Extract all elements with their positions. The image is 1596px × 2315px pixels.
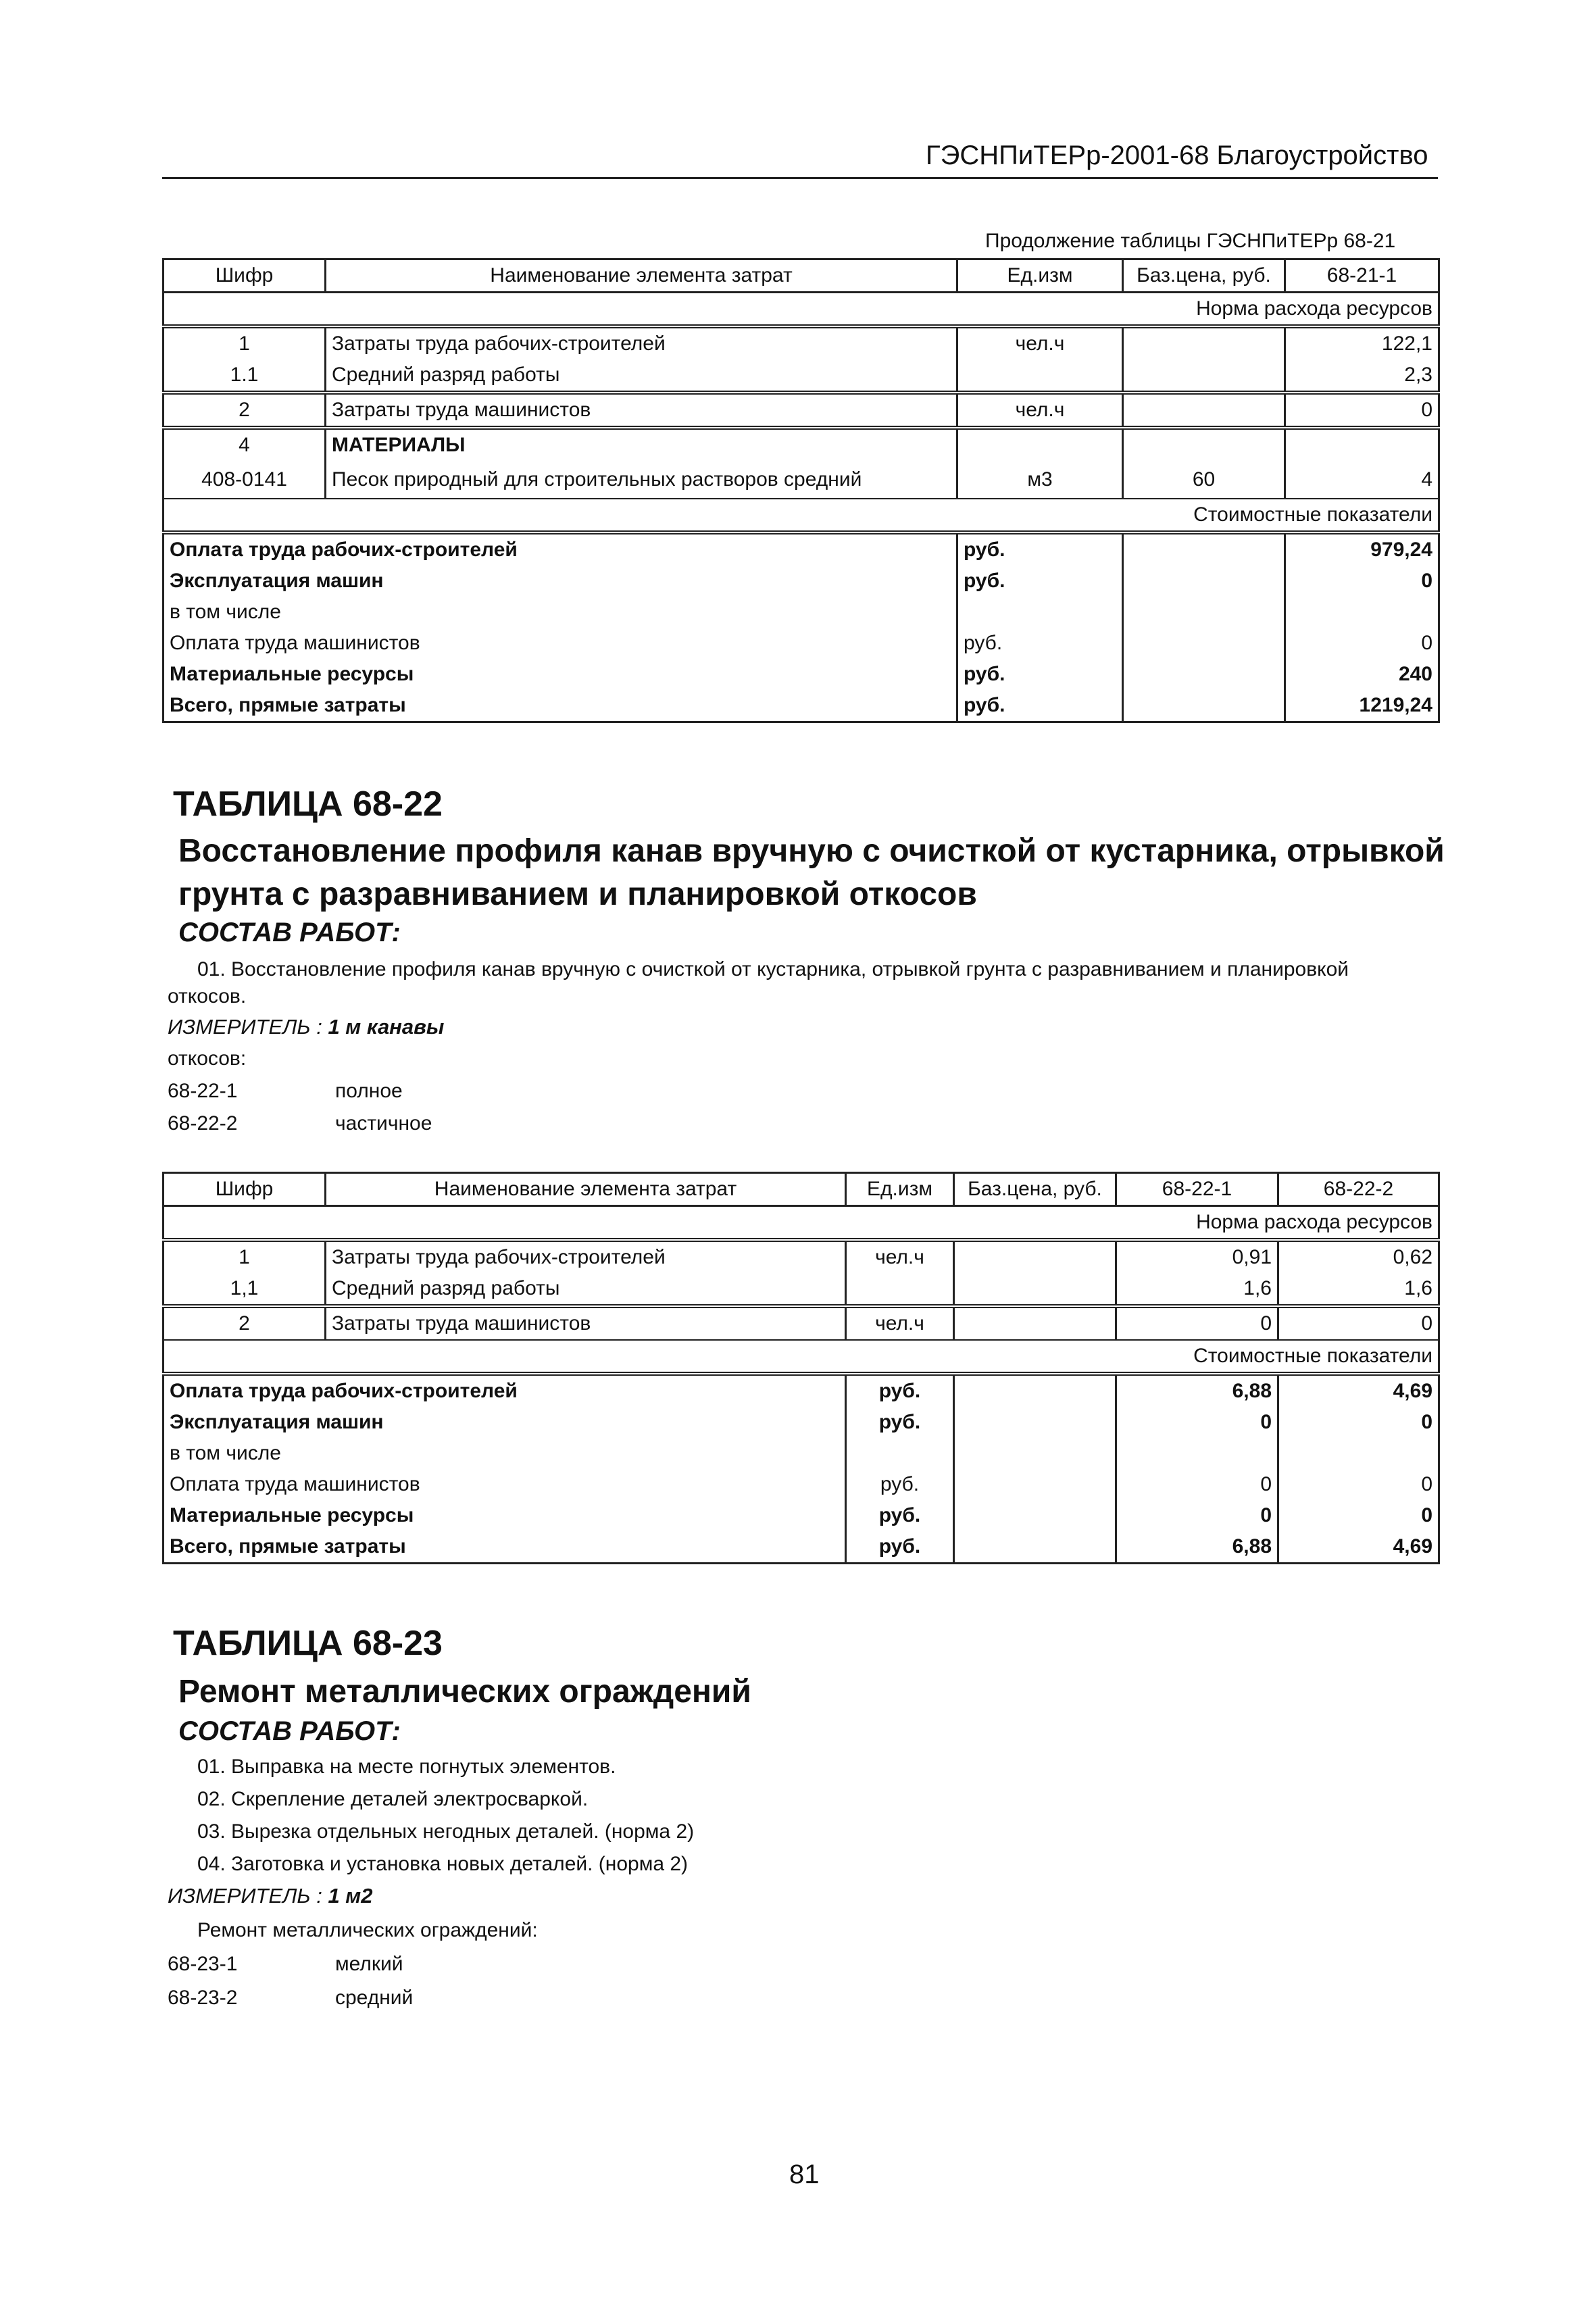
section-subtitle-line2: грунта с разравниванием и планировкой откосов — [178, 876, 977, 912]
table-continuation-caption: Продолжение таблицы ГЭСНПиТЕРр 68-21 — [985, 230, 1396, 252]
table-row: 408-0141 Песок природный для строительных растворов средний м3 60 4 — [164, 461, 1439, 499]
variant-code: 68-22-1 — [168, 1080, 238, 1102]
cost-row: Эксплуатация машин руб. 0 0 — [164, 1407, 1439, 1438]
section-title-68-23: ТАБЛИЦА 68-23 — [173, 1624, 443, 1663]
variant-desc: мелкий — [335, 1953, 403, 1975]
variant-code: 68-23-1 — [168, 1953, 238, 1975]
cost-row: Оплата труда машинистов руб. 0 0 — [164, 1469, 1439, 1500]
col-header-code-68-22-2: 68-22-2 — [1278, 1173, 1439, 1206]
col-header-price: Баз.цена, руб. — [954, 1173, 1116, 1206]
col-header-name: Наименование элемента затрат — [326, 259, 957, 293]
col-header-price: Баз.цена, руб. — [1123, 259, 1285, 293]
work-item-continued: откосов. — [168, 985, 247, 1007]
work-composition-heading: СОСТАВ РАБОТ: — [178, 1716, 401, 1746]
col-header-code-68-22-1: 68-22-1 — [1116, 1173, 1278, 1206]
norm-label: Норма расхода ресурсов — [326, 293, 1439, 327]
variant-code: 68-22-2 — [168, 1112, 238, 1135]
cost-row: Материальные ресурсы руб. 0 0 — [164, 1500, 1439, 1531]
col-header-code-68-21-1: 68-21-1 — [1285, 259, 1439, 293]
cost-label-row — [164, 499, 1439, 532]
work-item: 01. Восстановление профиля канав вручную с очисткой от кустарника, отрывкой грунта с разравниванием и планировкой — [197, 958, 1349, 980]
norm-label-row — [164, 293, 1439, 327]
work-composition-heading: СОСТАВ РАБОТ: — [178, 918, 401, 947]
col-header-code: Шифр — [164, 259, 326, 293]
page-number: 81 — [789, 2160, 820, 2189]
cost-row: Всего, прямые затраты руб. 6,88 4,69 — [164, 1531, 1439, 1564]
table-row: 4 МАТЕРИАЛЫ — [164, 428, 1439, 461]
table-row: 1 Затраты труда рабочих-строителей чел.ч 122,1 — [164, 326, 1439, 359]
table-header-row — [164, 259, 1439, 293]
work-item: 04. Заготовка и установка новых деталей. (норма 2) — [197, 1853, 689, 1875]
cost-label: Стоимостные показатели — [164, 1340, 1439, 1374]
cost-row: Оплата труда машинистов руб. 0 — [164, 628, 1439, 659]
variant-desc: полное — [335, 1080, 403, 1102]
cost-label: Стоимостные показатели — [164, 499, 1439, 532]
measure-unit: ИЗМЕРИТЕЛЬ : 1 м канавы — [168, 1015, 445, 1039]
section-title-68-22: ТАБЛИЦА 68-22 — [173, 785, 443, 824]
work-item: 03. Вырезка отдельных негодных деталей. (норма 2) — [197, 1820, 695, 1843]
variants-label: откосов: — [168, 1047, 247, 1070]
cost-row: в том числе — [164, 597, 1439, 628]
table-68-22 — [162, 1172, 1440, 1564]
col-header-code: Шифр — [164, 1173, 326, 1206]
table-row: 2 Затраты труда машинистов чел.ч 0 0 — [164, 1306, 1439, 1340]
col-header-unit: Ед.изм — [957, 259, 1123, 293]
header-rule — [162, 177, 1438, 179]
cost-row: Материальные ресурсы руб. 240 — [164, 659, 1439, 690]
work-item: 02. Скрепление деталей электросваркой. — [197, 1788, 589, 1810]
table-row: 1 Затраты труда рабочих-строителей чел.ч 0,91 0,62 — [164, 1240, 1439, 1273]
table-row: 1.1 Средний разряд работы 2,3 — [164, 359, 1439, 393]
variant-code: 68-23-2 — [168, 1987, 238, 2009]
variant-desc: средний — [335, 1987, 414, 2009]
cost-row: Оплата труда рабочих-строителей руб. 979,24 — [164, 532, 1439, 566]
variants-label: Ремонт металлических ограждений: — [197, 1919, 538, 1941]
table-header-row — [164, 1173, 1439, 1206]
cost-label-row — [164, 1340, 1439, 1374]
cost-row: Оплата труда рабочих-строителей руб. 6,88 4,69 — [164, 1374, 1439, 1407]
measure-unit: ИЗМЕРИТЕЛЬ : 1 м2 — [168, 1884, 373, 1908]
running-header: ГЭСНПиТЕРр-2001-68 Благоустройство — [926, 141, 1428, 170]
table-68-21 — [162, 258, 1440, 723]
variant-desc: частичное — [335, 1112, 432, 1135]
cost-row: в том числе — [164, 1438, 1439, 1469]
norm-label: Норма расхода ресурсов — [326, 1206, 1439, 1241]
table-row: 2 Затраты труда машинистов чел.ч 0 — [164, 393, 1439, 428]
cost-row: Всего, прямые затраты руб. 1219,24 — [164, 690, 1439, 722]
norm-label-row — [164, 1206, 1439, 1241]
table-row: 1,1 Средний разряд работы 1,6 1,6 — [164, 1273, 1439, 1306]
cost-row: Эксплуатация машин руб. 0 — [164, 566, 1439, 597]
work-item: 01. Выправка на месте погнутых элементов. — [197, 1756, 616, 1778]
section-subtitle: Ремонт металлических ограждений — [178, 1674, 751, 1710]
col-header-name: Наименование элемента затрат — [326, 1173, 846, 1206]
section-subtitle-line1: Восстановление профиля канав вручную с очисткой от кустарника, отрывкой — [178, 833, 1445, 869]
col-header-unit: Ед.изм — [846, 1173, 954, 1206]
